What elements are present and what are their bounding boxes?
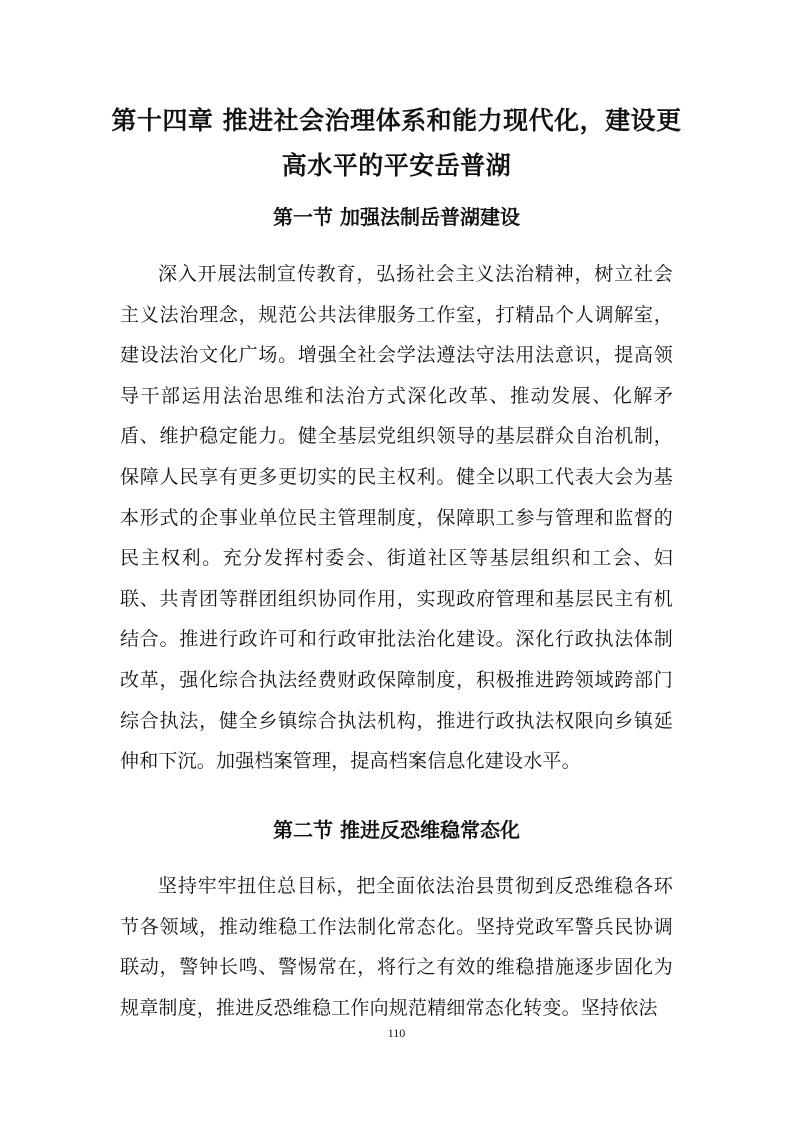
chapter-title: 第十四章 推进社会治理体系和能力现代化，建设更高水平的平安岳普湖 bbox=[111, 106, 682, 180]
section-title: 第二节 推进反恐维稳常态化 bbox=[273, 818, 520, 842]
section-title: 第一节 加强法制岳普湖建设 bbox=[273, 205, 520, 229]
section-paragraph: 深入开展法制宣传教育，弘扬社会主义法治精神，树立社会主义法治理念，规范公共法律服务工作室，打精品个人调解室，建设法治文化广场。增强全社会学法遵法守法用法意识，提高领导干部运用法治思维和法治方式深化改革、推动发展、化解矛盾、维护稳定能力。健全基层党组织领导的基层群众自治机制，保障人民享有更多更切实的民主权利。健全以职工代表大会为基本形式的企事业单位民主管理制度，保障职工参与管理和监督的民主权利。充分发挥村委会、街道社区等基层组织和工会、妇联、共青团等群团组织协同作用，实现政府管理和基层民主有机结合。推进行政许可和行政审批法治化建设。深化行政执法体制改革，强化综合执法经费财政保障制度，积极推进跨领域跨部门综合执法，健全乡镇综合执法机构，推进行政执法权限向乡镇延伸和下沉。加强档案管理，提高档案信息化建设水平。 bbox=[120, 263, 673, 773]
page-number: 110 bbox=[387, 1026, 406, 1040]
section-paragraph: 坚持牢牢扭住总目标，把全面依法治县贯彻到反恐维稳各环节各领域，推动维稳工作法制化常态化。坚持党政军警兵民协调联动，警钟长鸣、警惕常在，将行之有效的维稳措施逐步固化为规章制度，推进反恐维稳工作向规范精细常态化转变。坚持依法 bbox=[120, 875, 673, 1019]
